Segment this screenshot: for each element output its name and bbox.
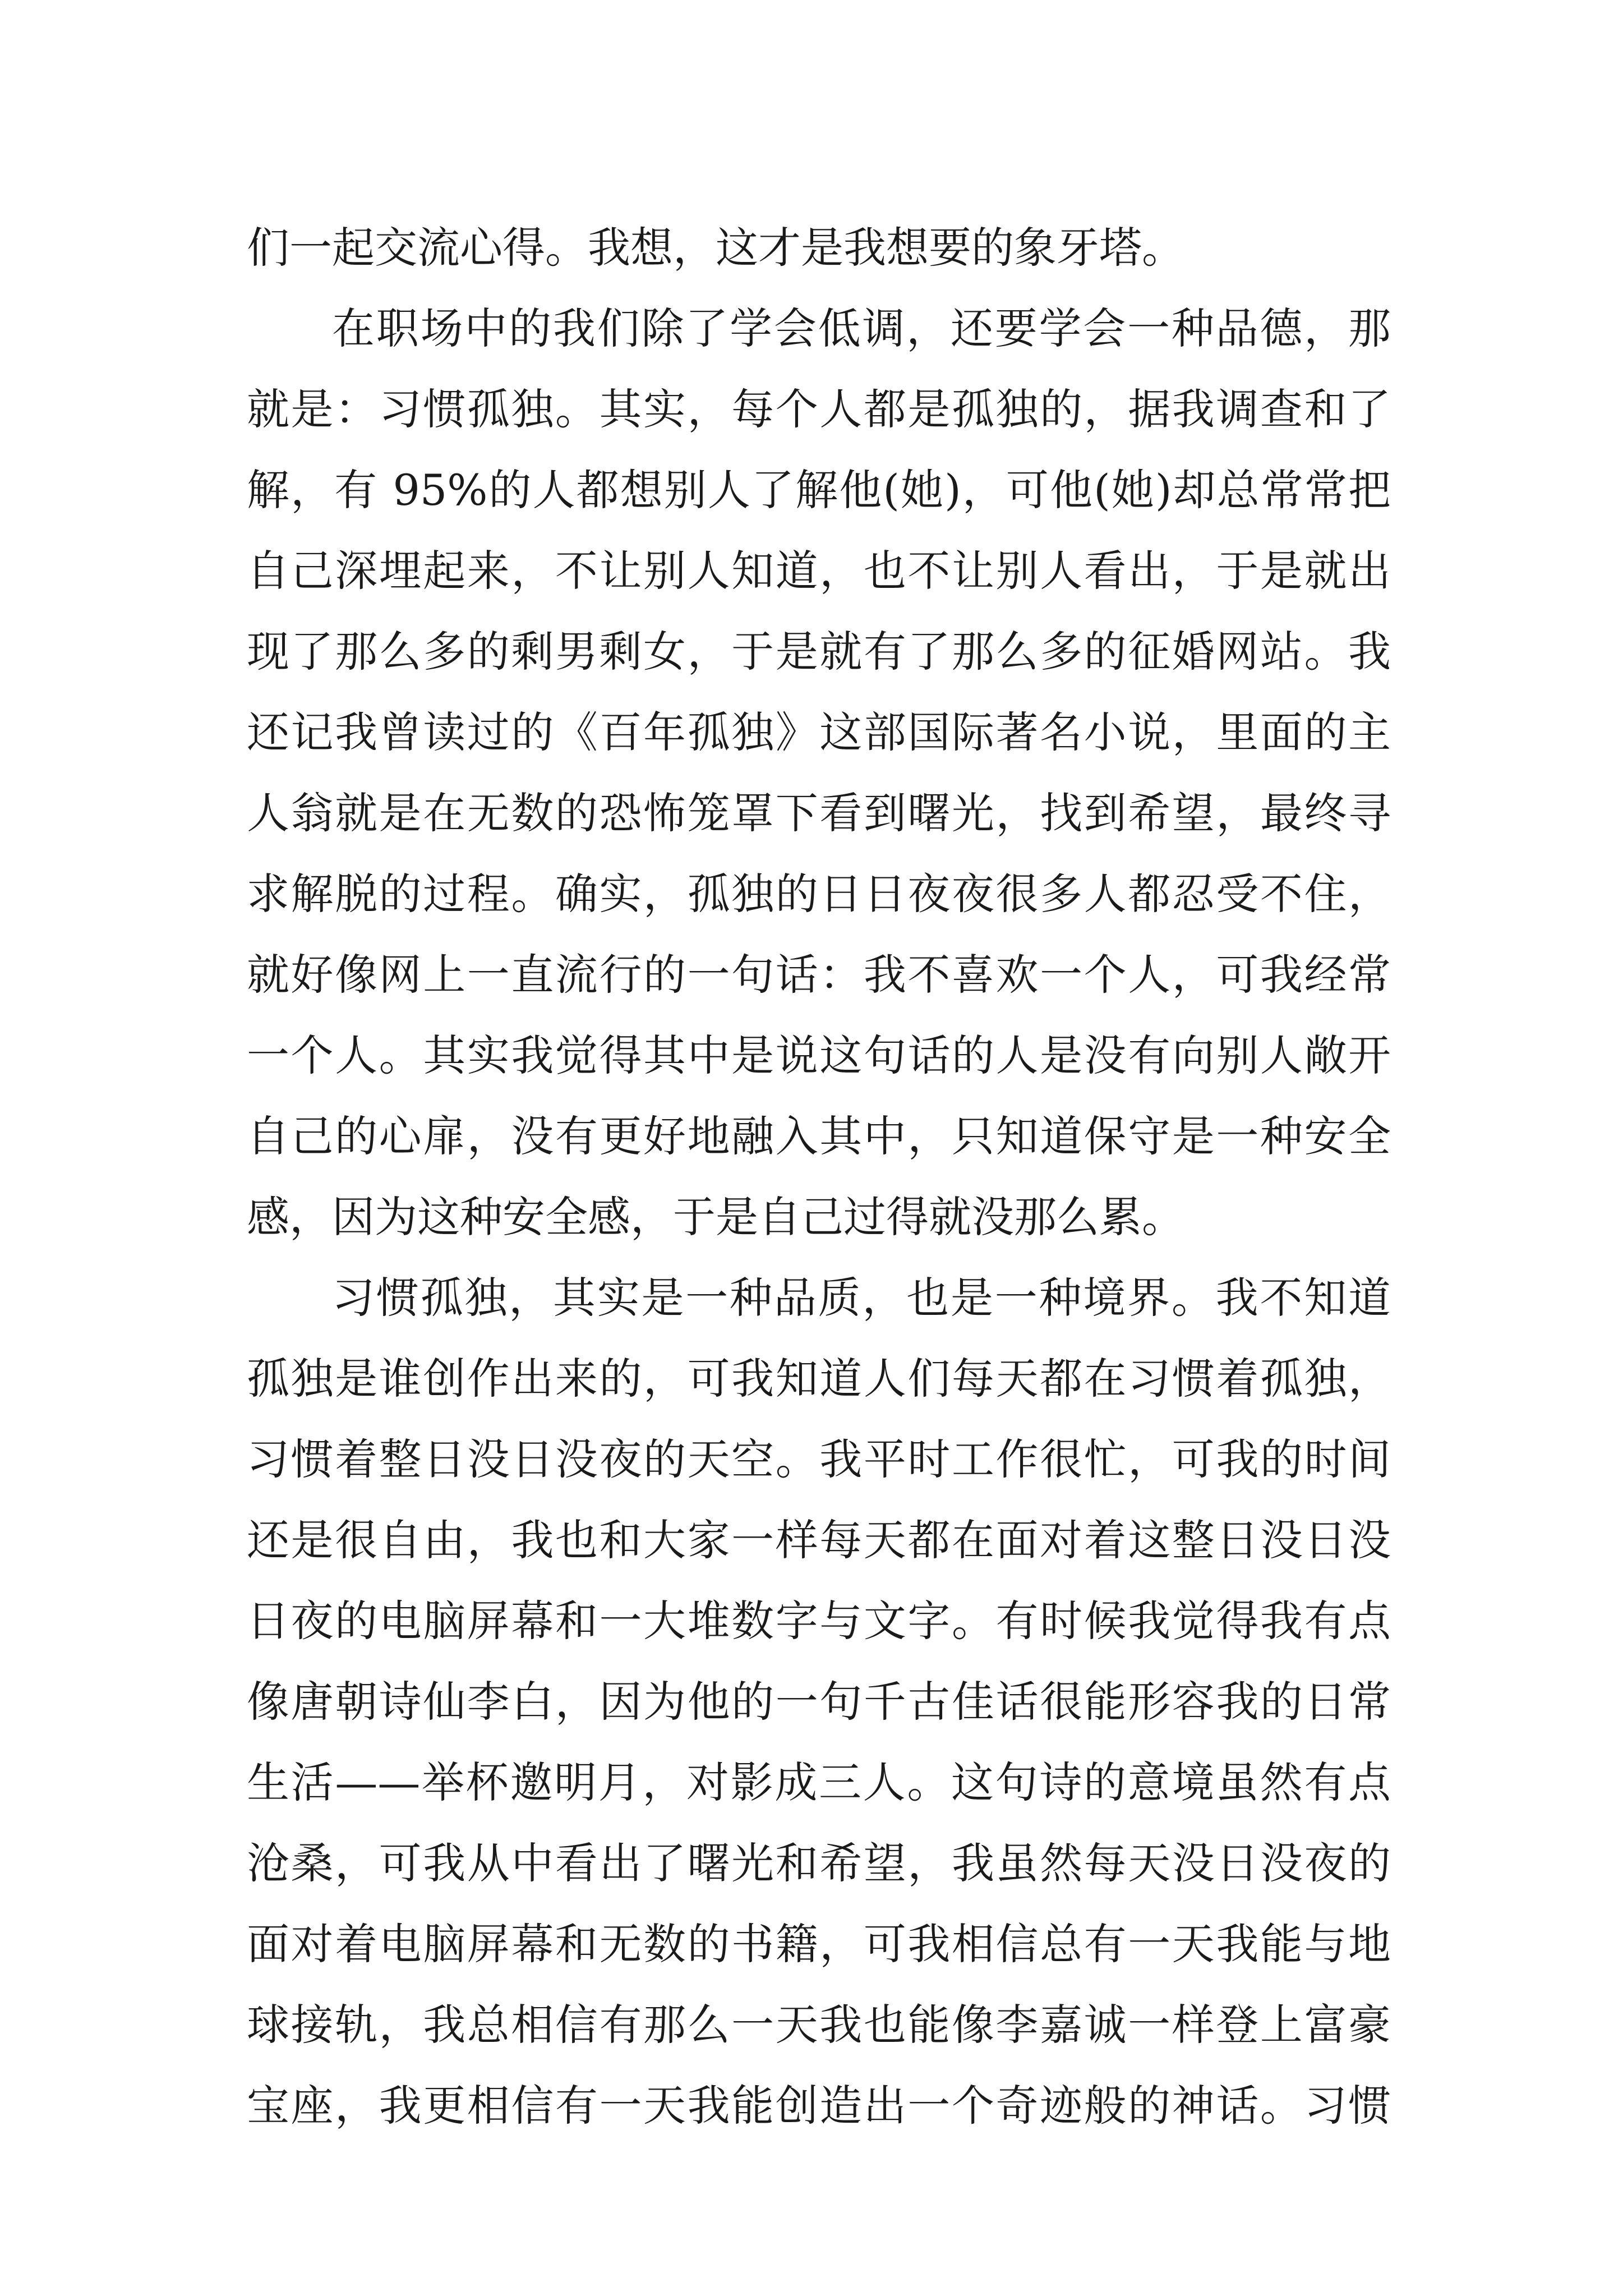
text-line: 人翁就是在无数的恐怖笼罩下看到曙光，找到希望，最终寻 [247, 788, 1391, 838]
paragraph-1 [247, 208, 1391, 288]
text-line: 就是：习惯孤独。其实，每个人都是孤独的，据我调查和了 [247, 384, 1391, 434]
text-line: 现了那么多的剩男剩女，于是就有了那么多的征婚网站。我 [247, 627, 1391, 677]
text-line: 在职场中的我们除了学会低调，还要学会一种品德，那 [332, 303, 1391, 353]
text-line: 一个人。其实我觉得其中是说这句话的人是没有向别人敞开 [247, 1030, 1391, 1080]
text-line: 习惯着整日没日没夜的天空。我平时工作很忙，可我的时间 [247, 1434, 1391, 1484]
text-line: 宝座，我更相信有一天我能创造出一个奇迹般的神话。习惯 [247, 2081, 1391, 2131]
text-line: 还记我曾读过的《百年孤独》这部国际著名小说，里面的主 [247, 707, 1391, 757]
text-line: 解，有 95%的人都想别人了解他(她)，可他(她)却总常常把 [247, 465, 1391, 515]
text-line: 求解脱的过程。确实，孤独的日日夜夜很多人都忍受不住， [247, 869, 1391, 919]
document-body [247, 208, 1391, 2146]
text-line: 们一起交流心得。我想，这才是我想要的象牙塔。 [247, 223, 1184, 273]
text-line: 还是很自由，我也和大家一样每天都在面对着这整日没日没 [247, 1515, 1391, 1565]
text-line: 沧桑，可我从中看出了曙光和希望，我虽然每天没日没夜的 [247, 1838, 1391, 1888]
text-line: 像唐朝诗仙李白，因为他的一句千古佳话很能形容我的日常 [247, 1677, 1391, 1727]
text-line: 就好像网上一直流行的一句话：我不喜欢一个人，可我经常 [247, 950, 1391, 1000]
paragraph-2 [247, 288, 1391, 1258]
text-line: 面对着电脑屏幕和无数的书籍，可我相信总有一天我能与地 [247, 1919, 1391, 1969]
text-line: 球接轨，我总相信有那么一天我也能像李嘉诚一样登上富豪 [247, 2000, 1391, 2050]
text-line: 自己的心扉，没有更好地融入其中，只知道保守是一种安全 [247, 1111, 1391, 1161]
text-line: 生活——举杯邀明月，对影成三人。这句诗的意境虽然有点 [247, 1757, 1391, 1807]
text-line: 感，因为这种安全感，于是自己过得就没那么累。 [247, 1192, 1184, 1242]
text-line: 自己深埋起来，不让别人知道，也不让别人看出，于是就出 [247, 546, 1391, 596]
text-line: 习惯孤独，其实是一种品质，也是一种境界。我不知道 [332, 1273, 1391, 1323]
paragraph-3 [247, 1258, 1391, 2146]
text-line: 日夜的电脑屏幕和一大堆数字与文字。有时候我觉得我有点 [247, 1596, 1391, 1646]
text-line: 孤独是谁创作出来的，可我知道人们每天都在习惯着孤独， [247, 1354, 1391, 1404]
